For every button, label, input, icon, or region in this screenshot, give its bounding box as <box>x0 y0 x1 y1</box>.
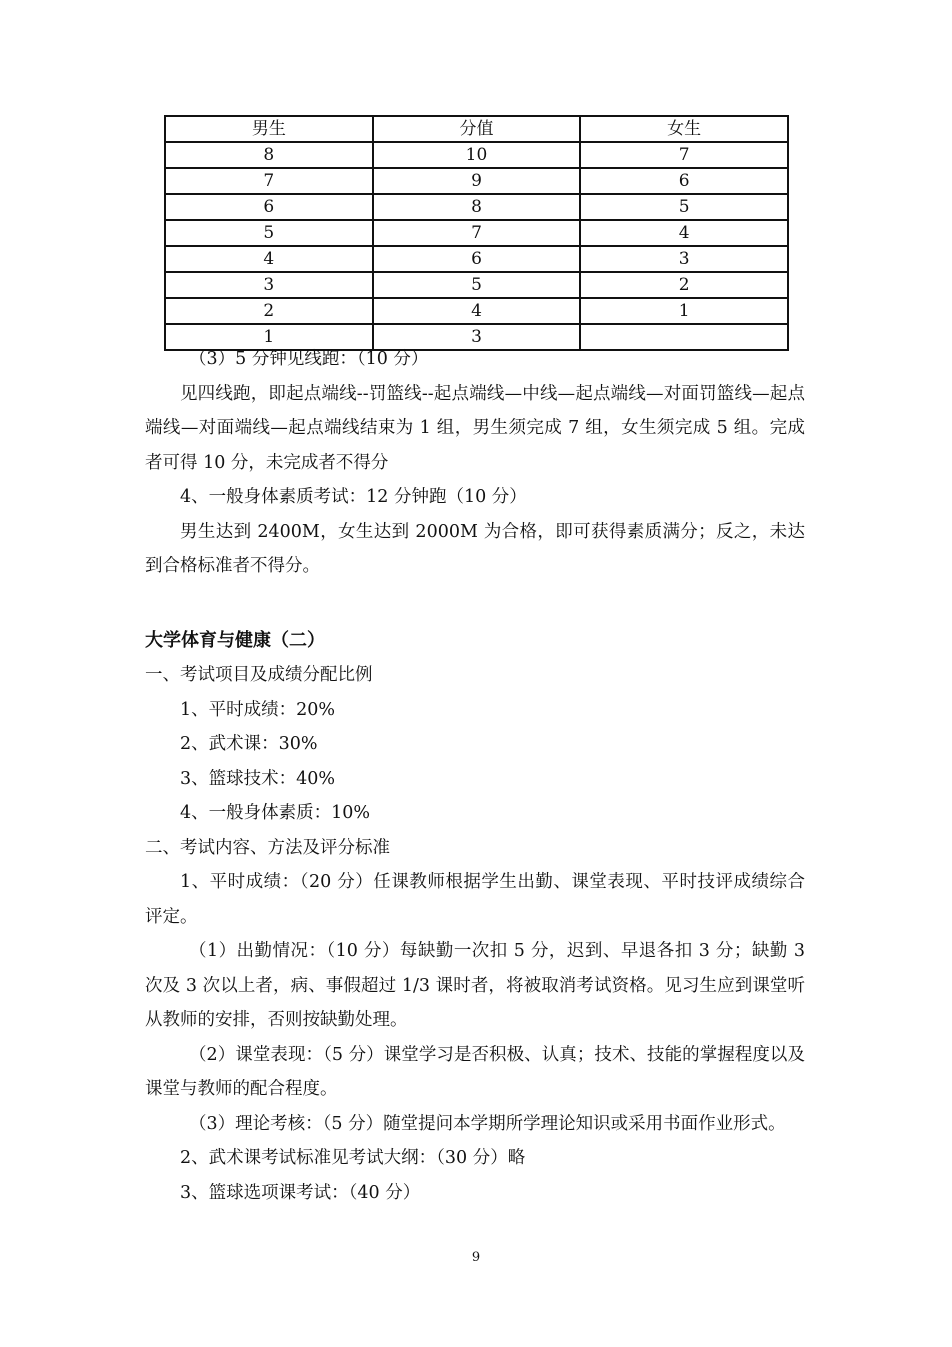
table-cell: 6 <box>580 168 788 194</box>
score-table <box>164 115 789 351</box>
table-cell: 8 <box>165 142 373 168</box>
table-cell: 4 <box>373 298 581 324</box>
paragraph-theory-exam: （3）理论考核：（5 分）随堂提问本学期所学理论知识或采用书面作业形式。 <box>189 1113 786 1134</box>
item-martial-arts: 2、武术课：30% <box>180 734 318 754</box>
table-cell: 9 <box>373 168 581 194</box>
table-cell: 5 <box>165 220 373 246</box>
document-body <box>145 342 805 1210</box>
item-regular-score: 1、平时成绩：20% <box>180 699 336 720</box>
table-cell: 6 <box>373 246 581 272</box>
item-exam-content: 二、考试内容、方法及评分标准 <box>145 837 390 858</box>
table-row <box>165 272 788 298</box>
paragraph-12min-standard: 男生达到 2400M，女生达到 2000M 为合格，即可获得素质满分；反之，未达到合格标准者不得分。 <box>145 521 805 576</box>
paragraph-line-run-rules: 见四线跑，即起点端线--罚篮线--起点端线—中线—起点端线—对面罚篮线—起点端线—对面端线—起点端线结束为 1 组，男生须完成 7 组，女生须完成 5 组。完成者可得 10 分，未完成者不得分 <box>145 383 805 473</box>
table-cell: 2 <box>580 272 788 298</box>
table-cell: 5 <box>580 194 788 220</box>
paragraph-martial-arts-exam: 2、武术课考试标准见考试大纲：（30 分）略 <box>180 1148 526 1168</box>
table-row <box>165 168 788 194</box>
table-cell: 3 <box>580 246 788 272</box>
table-cell: 7 <box>580 142 788 168</box>
table-cell: 3 <box>165 272 373 298</box>
table-row <box>165 246 788 272</box>
table-cell: 4 <box>580 220 788 246</box>
item-exam-items: 一、考试项目及成绩分配比例 <box>145 665 373 685</box>
table-cell: 3 <box>373 324 581 350</box>
item-fitness: 4、一般身体素质：10% <box>180 803 371 823</box>
table-cell: 1 <box>165 324 373 350</box>
section-heading: 大学体育与健康（二） <box>145 629 325 651</box>
subsection-12min-run: 4、一般身体素质考试：12 分钟跑（10 分） <box>180 487 527 507</box>
table-row <box>165 194 788 220</box>
table-header-row <box>165 116 788 142</box>
table-cell: 4 <box>165 246 373 272</box>
table-cell: 5 <box>373 272 581 298</box>
page-number: 9 <box>471 1250 481 1265</box>
header-male: 男生 <box>165 116 373 142</box>
table-row <box>165 142 788 168</box>
table-row <box>165 220 788 246</box>
header-female: 女生 <box>580 116 788 142</box>
section-gap <box>145 584 805 624</box>
header-score: 分值 <box>373 116 581 142</box>
paragraph-regular-score: 1、平时成绩：（20 分）任课教师根据学生出勤、课堂表现、平时技评成绩综合评定。 <box>145 872 805 927</box>
table-cell: 1 <box>580 298 788 324</box>
table-cell: 7 <box>165 168 373 194</box>
paragraph-attendance: （1）出勤情况：（10 分）每缺勤一次扣 5 分，迟到、早退各扣 3 分；缺勤 3 次及 3 次以上者，病、事假超过 1/3 课时者，将被取消考试资格。见习生应到课堂听从教师的安排，否则按缺勤处理。 <box>145 941 805 1030</box>
table-row <box>165 298 788 324</box>
paragraph-basketball-exam: 3、篮球选项课考试：（40 分） <box>180 1182 421 1203</box>
table-cell: 8 <box>373 194 581 220</box>
item-basketball: 3、篮球技术：40% <box>180 768 336 789</box>
table-cell: 7 <box>373 220 581 246</box>
table-cell: 10 <box>373 142 581 168</box>
subsection-5min-run: （3）5 分钟见线跑：（10 分） <box>189 349 429 369</box>
paragraph-class-performance: （2）课堂表现：（5 分）课堂学习是否积极、认真；技术、技能的掌握程度以及课堂与教师的配合程度。 <box>145 1044 805 1099</box>
table-cell: 2 <box>165 298 373 324</box>
table-cell: 6 <box>165 194 373 220</box>
